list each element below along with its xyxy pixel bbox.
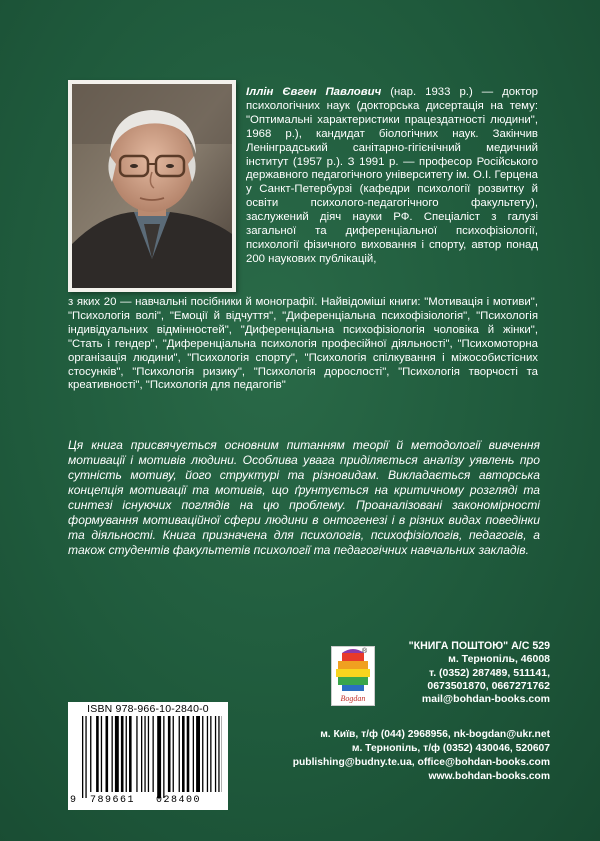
publisher-phone-1: т. (0352) 287489, 511141, xyxy=(429,666,550,679)
barcode-bar xyxy=(173,716,174,792)
barcode-bar xyxy=(85,716,86,798)
barcode-bar xyxy=(141,716,142,792)
barcode-bar xyxy=(196,716,200,792)
barcode-digit-first: 9 xyxy=(70,795,77,806)
publisher-email: mail@bohdan-books.com xyxy=(421,693,550,706)
author-name: Іллін Євген Павлович xyxy=(246,86,382,98)
barcode-bar xyxy=(148,716,149,792)
barcode-bar xyxy=(210,716,211,792)
author-bio-text: (нар. 1933 р.) — доктор психологічних наук (докторська дисертація на тему: "Оптимальні характеристики працездатності людини", 1968 р.), кандидат біологічних наук. Закінчив Ленінградський санітарно-гігієнічний медичний інститут (1957 р.). З 1991 р. — професор Російського державного педагогічного університету ім. О.І. Герцена у Санкт-Петербурзі (кафедри психології розвитку й освіти психолого-педагогічного факультету), заслужений діяч науки РФ. Спеціаліст з галузі загальної та диференціальної психофізіології, психології фізичного виховання і спорту, автор понад 200 наукових публікацій, xyxy=(246,86,538,265)
barcode-bar xyxy=(187,716,190,792)
publisher-address xyxy=(320,640,550,706)
contact-website: www.bohdan-books.com xyxy=(428,771,550,783)
barcode-bar xyxy=(121,716,124,792)
barcode-bar xyxy=(163,716,164,798)
barcode-bar xyxy=(126,716,127,792)
barcode-bar xyxy=(115,716,119,792)
author-bio-continued: з яких 20 — навчальні посібники й монографії. Найвідоміші книги: "Мотивація і мотиви", "Психологія волі", "Емоції й відчуття", "Диференціальна психофізіологія", "Психологія індивідуальних відмінностей", "Диференціальна психофізіологія чоловіка й жінки", "Стать і гендер", "Диференціальна психологія професійної діяльності", "Психомоторна організація людини", "Психологія спорту", "Психологія спілкування і міжособистісних стосунків", "Психологія ризику", "Психологія дорослості", "Психологія творчості та креативності", "Психологія для педагогів" xyxy=(68,296,538,392)
barcode-bar xyxy=(129,716,132,792)
barcode-bar xyxy=(90,716,91,792)
author-bio-first xyxy=(246,86,538,267)
logo-wordmark: Bogdan xyxy=(340,694,366,703)
publisher-phone-2: 0673501870, 0667271762 xyxy=(427,679,550,692)
barcode-bar xyxy=(215,716,216,792)
barcode-bar xyxy=(101,716,102,792)
contact-kyiv: м. Київ, т/ф (044) 2968956, nk-bogdan@ukr.net xyxy=(320,729,550,740)
isbn-number: ISBN 978-966-10-2840-0 xyxy=(87,703,209,715)
registered-mark: ® xyxy=(362,648,368,655)
publisher-name: "КНИГА ПОШТОЮ" А/С 529 xyxy=(408,640,550,652)
barcode-bar xyxy=(112,716,113,792)
barcode-bar xyxy=(96,716,99,792)
barcode-bar xyxy=(136,716,137,792)
barcode-digits-right: 028400 xyxy=(156,795,202,806)
isbn-barcode xyxy=(68,702,228,810)
publisher-city: м. Тернопіль, 46008 xyxy=(448,653,550,666)
barcode-bar xyxy=(157,716,161,798)
barcode-bar xyxy=(144,716,145,792)
barcode-bar xyxy=(207,716,208,792)
barcode-bar xyxy=(106,716,109,792)
barcode-bar xyxy=(82,716,83,798)
contact-emails: publishing@budny.te.ua, office@bohdan-books.com xyxy=(292,757,550,769)
barcode-bars xyxy=(74,716,222,798)
barcode-bar xyxy=(179,716,180,792)
book-annotation: Ця книга присвячується основним питанням теорії й методології вивчення мотивації і мотивів людини. Особлива увага приділяється аналізу уявлень про сутність мотиву, його структурі та різновидам. Викладається авторська концепція мотивації та мотивів, що ґрунтується на критичному розгляді та синтезі існуючих поглядів на цю проблему. Проаналізовані закономірності формування мотиваційної сфери людини в онтогенезі і в різних видах поведінки та діяльності. Книга призначена для психологів, психофізіологів, педагогів, а також студентів факультетів психології та педагогічних навчальних закладів. xyxy=(68,438,540,557)
contact-ternopil: м. Тернопіль, т/ф (0352) 430046, 520607 xyxy=(351,743,550,755)
barcode-digits-left: 789661 xyxy=(90,795,136,806)
author-photo xyxy=(68,80,236,292)
barcode-bar xyxy=(218,716,219,792)
barcode-bar xyxy=(193,716,194,792)
barcode-bar xyxy=(182,716,185,792)
publisher-contacts xyxy=(220,728,550,784)
barcode-bar xyxy=(168,716,171,792)
barcode-bar xyxy=(202,716,203,792)
barcode-bar xyxy=(153,716,154,792)
